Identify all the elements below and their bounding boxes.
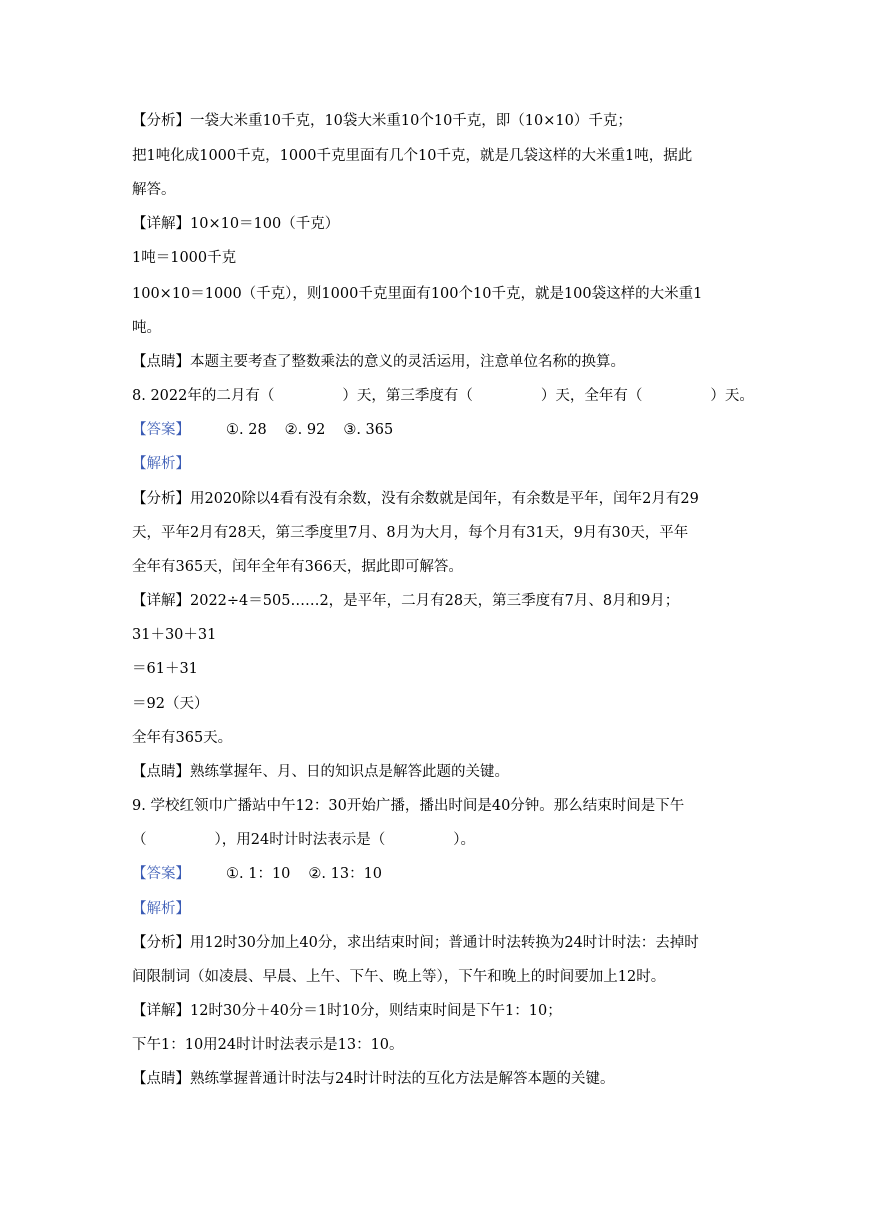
detail-line: ＝61＋31 — [132, 661, 198, 677]
detail-line: 1吨＝1000千克 — [132, 250, 237, 266]
answer-label: 【答案】 — [132, 866, 190, 882]
comment-line: 【点睛】本题主要考查了整数乘法的意义的灵活运用，注意单位名称的换算。 — [132, 354, 625, 370]
analysis-line: 【分析】用2020除以4看有没有余数，没有余数就是闰年，有余数是平年，闰年2月有29 — [132, 491, 699, 507]
comment-line: 【点睛】熟练掌握年、月、日的知识点是解答此题的关键。 — [132, 764, 509, 780]
analysis-line: 全年有365天，闰年全年有366天，据此即可解答。 — [132, 559, 463, 575]
detail-line: 全年有365天。 — [132, 730, 233, 746]
answer-label: 【答案】 — [132, 422, 190, 438]
question-9-blanks: （ ），用24时计时法表示是（ ）。 — [132, 832, 475, 848]
detail-line: ＝92（天） — [132, 696, 209, 712]
detail-line: 吨。 — [132, 320, 161, 336]
analysis-line: 【分析】用12时30分加上40分，求出结束时间；普通计时法转换为24时计时法：去掉时 — [132, 935, 699, 951]
detail-line: 31＋30＋31 — [132, 627, 217, 643]
analysis-label: 【解析】 — [132, 901, 190, 917]
detail-line: 下午1：10用24时计时法表示是13：10。 — [132, 1037, 404, 1053]
answer-line: 【答案】 ①. 1：10 ②. 13：10 — [132, 866, 383, 882]
comment-line: 【点睛】熟练掌握普通计时法与24时计时法的互化方法是解答本题的关键。 — [132, 1071, 615, 1087]
answer-line: 【答案】 ①. 28 ②. 92 ③. 365 — [132, 422, 394, 438]
analysis-line: 把1吨化成1000千克，1000千克里面有几个10千克，就是几袋这样的大米重1吨，据此 — [132, 148, 693, 164]
analysis-label: 【解析】 — [132, 456, 190, 472]
analysis-line: 【分析】一袋大米重10千克，10袋大米重10个10千克，即（10×10）千克； — [132, 113, 632, 129]
detail-line: 【详解】12时30分＋40分＝1时10分，则结束时间是下午1：10； — [132, 1003, 562, 1019]
detail-line: 【详解】10×10＝100（千克） — [132, 216, 340, 232]
detail-line: 【详解】2022÷4＝505……2，是平年，二月有28天，第三季度有7月、8月和9月； — [132, 593, 680, 609]
question-8: 8. 2022年的二月有（ ）天，第三季度有（ ）天，全年有（ ）天。 — [132, 388, 754, 404]
analysis-line: 天，平年2月有28天，第三季度里7月、8月为大月，每个月有31天，9月有30天，平年 — [132, 525, 689, 541]
analysis-line: 解答。 — [132, 182, 176, 198]
detail-line: 100×10＝1000（千克），则1000千克里面有100个10千克，就是100袋这样的大米重1 — [132, 286, 703, 302]
analysis-line: 间限制词（如凌晨、早晨、上午、下午、晚上等），下午和晚上的时间要加上12时。 — [132, 969, 666, 985]
question-9: 9. 学校红领巾广播站中午12：30开始广播，播出时间是40分钟。那么结束时间是下午 — [132, 798, 685, 814]
